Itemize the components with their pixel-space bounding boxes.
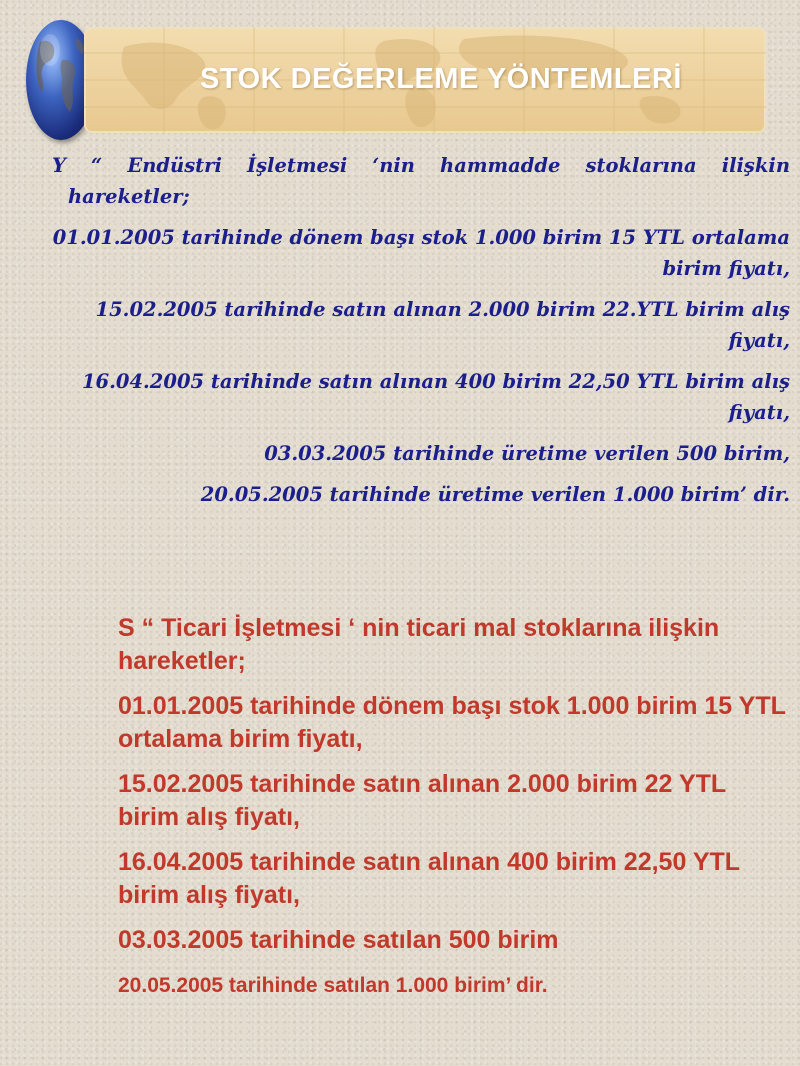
bottom-line: 20.05.2005 tarihinde satılan 1.000 birim’ dir. [118,974,548,997]
top-intro: Y “ Endüstri İşletmesi ‘nin hammadde stoklarına ilişkin hareketler; [52,154,790,208]
top-line: 16.04.2005 tarihinde satın alınan 400 birim 22,50 YTL birim alış fiyatı, [81,370,790,424]
page-title: STOK DEĞERLEME YÖNTEMLERİ [200,63,682,95]
bottom-line: 03.03.2005 tarihinde satılan 500 birim [118,926,559,954]
top-section [52,150,790,520]
title-banner [84,27,766,133]
bottom-line: 15.02.2005 tarihinde satın alınan 2.000 birim 22 YTL birim alış fiyatı, [118,770,726,831]
top-line: 03.03.2005 tarihinde üretime verilen 500 birim, [264,442,790,465]
bottom-section [118,612,788,1014]
bottom-line: 01.01.2005 tarihinde dönem başı stok 1.000 birim 15 YTL ortalama birim fiyatı, [118,692,786,753]
bottom-line: 16.04.2005 tarihinde satın alınan 400 birim 22,50 YTL birim alış fiyatı, [118,848,740,909]
top-line: 20.05.2005 tarihinde üretime verilen 1.000 birim’ dir. [200,483,790,506]
top-line: 15.02.2005 tarihinde satın alınan 2.000 birim 22.YTL birim alış fiyatı, [95,298,790,352]
top-line: 01.01.2005 tarihinde dönem başı stok 1.000 birim 15 YTL ortalama birim fiyatı, [52,226,790,280]
bottom-intro: S “ Ticari İşletmesi ‘ nin ticari mal stoklarına ilişkin hareketler; [118,614,720,675]
